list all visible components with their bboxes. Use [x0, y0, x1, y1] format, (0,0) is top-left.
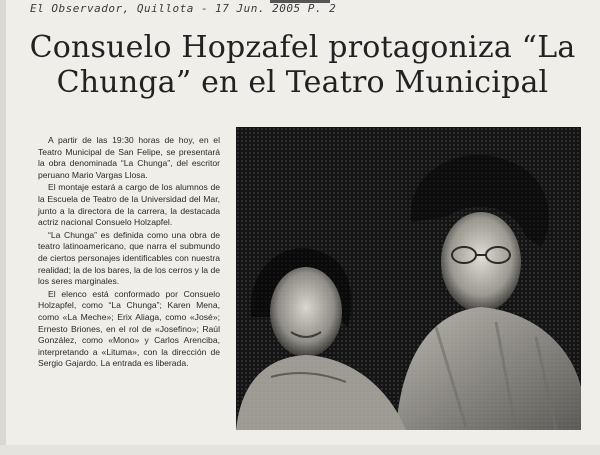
article-paragraph-1: A partir de las 19:30 horas de hoy, en el Teatro Municipal de San Felipe, se presentará la obra denominada “La Chunga”, del escritor peruano Mario Vargas Llosa.: [38, 135, 220, 180]
article-paragraph-4: El elenco está conformado por Consuelo Holzapfel, como “La Chunga”; Karen Mena, como «La Meche»; Erix Aliaga, como «José»; Ernesto Briones, en el rol de «Josefino»; Raúl González, como «Mono» y Carlos Arenciba, interpretando a «Lituma», con la dirección de Sergio Gajardo. La entrada es liberada.: [38, 288, 220, 369]
scan-left-border: [0, 0, 6, 455]
article-paragraph-3: “La Chunga” es definida como una obra de teatro latinoamericano, que narra el submundo de ciertos personajes identificables con nuestra realidad; la de los bares, la de los cerros y la de los seres marginales.: [38, 229, 221, 287]
article-photo: [236, 127, 581, 430]
article-body: [38, 135, 220, 371]
handwritten-note: El Observador, Quillota - 17 Jun. 2005 P. 2: [30, 2, 337, 15]
photo-two-actors: [236, 127, 581, 430]
scan-bottom-border: [0, 445, 600, 455]
article-paragraph-2: El montaje estará a cargo de los alumnos de la Escuela de Teatro de la Universidad del Mar, junto a la directora de la carrera, la destacada actriz nacional Consuelo Holzapfel.: [38, 182, 220, 228]
headline: Consuelo Hopzafel protagoniza “La Chunga” en el Teatro Municipal: [29, 30, 576, 100]
